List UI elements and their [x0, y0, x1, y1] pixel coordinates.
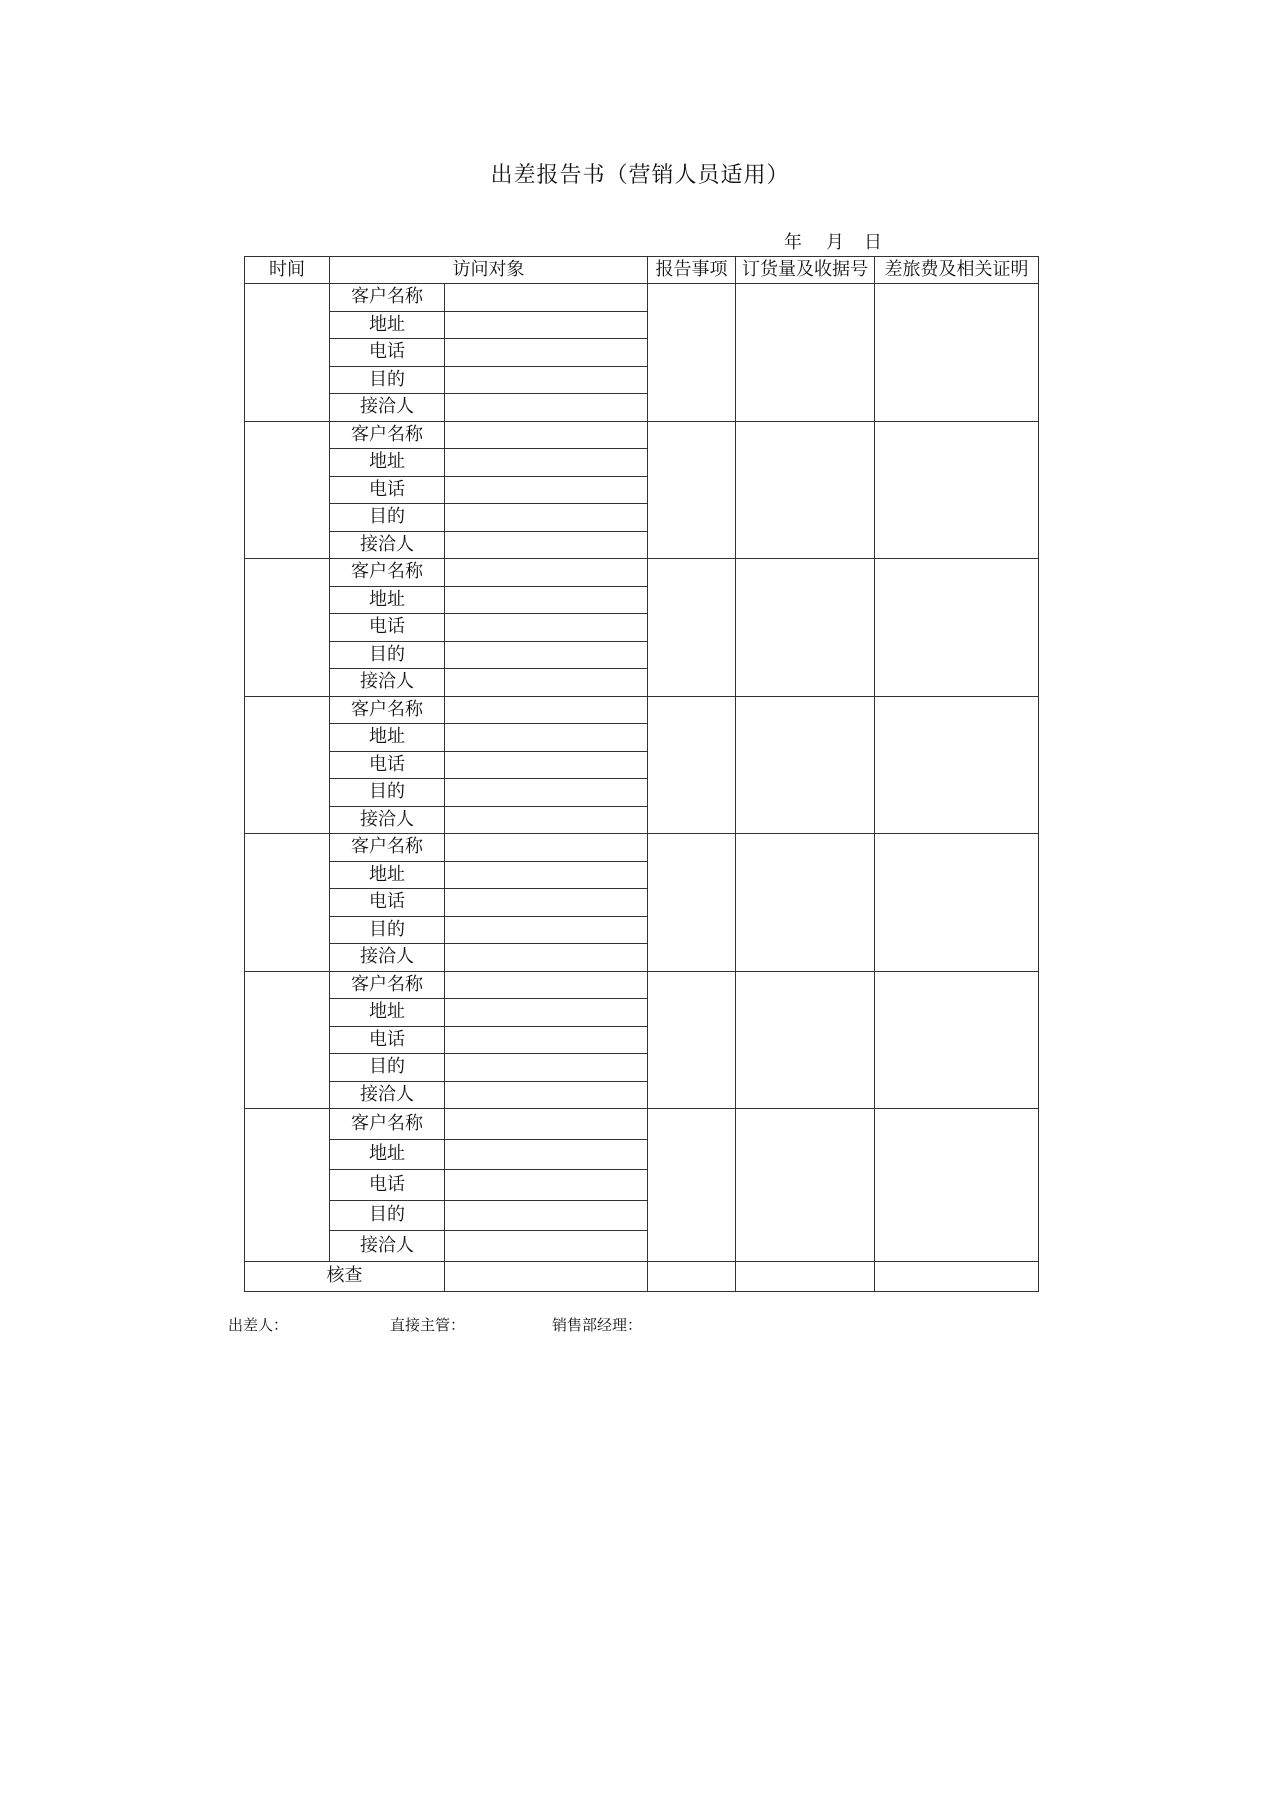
- sales-manager-signature-label: 销售部经理：: [552, 1316, 643, 1334]
- visit-field-value[interactable]: [445, 751, 648, 779]
- visit-field-value[interactable]: [445, 284, 648, 312]
- visit-field-value[interactable]: [445, 421, 648, 449]
- visit-field-label: 电话: [330, 751, 445, 779]
- visit-field-label: 客户名称: [330, 421, 445, 449]
- visit-field-value[interactable]: [445, 1231, 648, 1262]
- visit-field-value[interactable]: [445, 339, 648, 367]
- order-qty-receipt-cell[interactable]: [736, 1109, 875, 1262]
- header-row: [245, 257, 1039, 284]
- report-items-cell[interactable]: [648, 284, 736, 422]
- visit-field-value[interactable]: [445, 1081, 648, 1109]
- table-row: [245, 559, 1039, 587]
- visit-field-label: 地址: [330, 449, 445, 477]
- review-order-qty-cell[interactable]: [736, 1261, 875, 1291]
- visit-field-value[interactable]: [445, 779, 648, 807]
- visit-field-label: 客户名称: [330, 696, 445, 724]
- visit-field-value[interactable]: [445, 1139, 648, 1170]
- visit-field-label: 地址: [330, 586, 445, 614]
- table-row: [245, 696, 1039, 724]
- report-items-cell[interactable]: [648, 834, 736, 972]
- table-row: [245, 834, 1039, 862]
- visit-field-value[interactable]: [445, 614, 648, 642]
- visit-field-value[interactable]: [445, 944, 648, 972]
- header-visit-target: 访问对象: [330, 257, 648, 284]
- travel-expense-cell[interactable]: [875, 1109, 1039, 1262]
- review-report-items-cell[interactable]: [648, 1261, 736, 1291]
- visit-field-label: 接洽人: [330, 531, 445, 559]
- visit-field-label: 目的: [330, 641, 445, 669]
- visit-field-label: 电话: [330, 889, 445, 917]
- visit-field-value[interactable]: [445, 449, 648, 477]
- header-order-qty-receipt: 订货量及收据号: [736, 257, 875, 284]
- visit-field-label: 地址: [330, 861, 445, 889]
- visit-field-label: 电话: [330, 614, 445, 642]
- visit-field-value[interactable]: [445, 1054, 648, 1082]
- visit-field-value[interactable]: [445, 971, 648, 999]
- visit-field-label: 地址: [330, 999, 445, 1027]
- visit-field-value[interactable]: [445, 1026, 648, 1054]
- time-cell[interactable]: [245, 971, 330, 1109]
- review-travel-expense-cell[interactable]: [875, 1261, 1039, 1291]
- header-report-items: 报告事项: [648, 257, 736, 284]
- visit-field-value[interactable]: [445, 504, 648, 532]
- visit-field-label: 接洽人: [330, 1231, 445, 1262]
- order-qty-receipt-cell[interactable]: [736, 559, 875, 697]
- visit-field-label: 地址: [330, 311, 445, 339]
- visit-field-value[interactable]: [445, 806, 648, 834]
- time-cell[interactable]: [245, 1109, 330, 1262]
- report-items-cell[interactable]: [648, 971, 736, 1109]
- report-table: [244, 256, 1039, 1292]
- table-row: [245, 1109, 1039, 1140]
- report-items-cell[interactable]: [648, 421, 736, 559]
- time-cell[interactable]: [245, 284, 330, 422]
- time-cell[interactable]: [245, 559, 330, 697]
- visit-field-label: 地址: [330, 1139, 445, 1170]
- header-travel-expense: 差旅费及相关证明: [875, 257, 1039, 284]
- time-cell[interactable]: [245, 421, 330, 559]
- review-row: [245, 1261, 1039, 1291]
- order-qty-receipt-cell[interactable]: [736, 284, 875, 422]
- visit-field-label: 电话: [330, 339, 445, 367]
- visit-field-label: 目的: [330, 1054, 445, 1082]
- travel-expense-cell[interactable]: [875, 834, 1039, 972]
- visit-field-value[interactable]: [445, 834, 648, 862]
- header-time: 时间: [245, 257, 330, 284]
- review-value-cell[interactable]: [445, 1261, 648, 1291]
- report-items-cell[interactable]: [648, 696, 736, 834]
- visit-field-value[interactable]: [445, 696, 648, 724]
- visit-field-value[interactable]: [445, 916, 648, 944]
- visit-field-label: 目的: [330, 1200, 445, 1231]
- visit-field-label: 客户名称: [330, 559, 445, 587]
- visit-field-value[interactable]: [445, 724, 648, 752]
- supervisor-signature-label: 直接主管：: [390, 1316, 466, 1334]
- visit-field-value[interactable]: [445, 476, 648, 504]
- visit-field-value[interactable]: [445, 311, 648, 339]
- visit-field-value[interactable]: [445, 861, 648, 889]
- visit-field-label: 目的: [330, 779, 445, 807]
- review-label: 核查: [245, 1261, 445, 1291]
- visit-field-label: 接洽人: [330, 944, 445, 972]
- visit-field-label: 电话: [330, 1170, 445, 1201]
- page-title: 出差报告书（营销人员适用）: [490, 163, 790, 188]
- report-items-cell[interactable]: [648, 1109, 736, 1262]
- order-qty-receipt-cell[interactable]: [736, 834, 875, 972]
- visit-field-value[interactable]: [445, 366, 648, 394]
- table-row: [245, 284, 1039, 312]
- report-items-cell[interactable]: [648, 559, 736, 697]
- order-qty-receipt-cell[interactable]: [736, 696, 875, 834]
- travel-expense-cell[interactable]: [875, 696, 1039, 834]
- travel-expense-cell[interactable]: [875, 559, 1039, 697]
- visit-field-value[interactable]: [445, 1109, 648, 1140]
- visit-field-value[interactable]: [445, 559, 648, 587]
- visit-field-label: 客户名称: [330, 834, 445, 862]
- visit-field-label: 地址: [330, 724, 445, 752]
- visit-field-label: 接洽人: [330, 1081, 445, 1109]
- report-body: [245, 284, 1039, 1292]
- visit-field-label: 接洽人: [330, 669, 445, 697]
- date-month-label: 月: [826, 232, 844, 253]
- time-cell[interactable]: [245, 834, 330, 972]
- travel-expense-cell[interactable]: [875, 284, 1039, 422]
- visit-field-label: 客户名称: [330, 284, 445, 312]
- visit-field-label: 客户名称: [330, 1109, 445, 1140]
- visit-field-value[interactable]: [445, 1170, 648, 1201]
- visit-field-value[interactable]: [445, 641, 648, 669]
- travel-expense-cell[interactable]: [875, 971, 1039, 1109]
- time-cell[interactable]: [245, 696, 330, 834]
- visit-field-label: 目的: [330, 916, 445, 944]
- order-qty-receipt-cell[interactable]: [736, 971, 875, 1109]
- visit-field-label: 目的: [330, 366, 445, 394]
- traveler-signature-label: 出差人：: [228, 1316, 289, 1334]
- visit-field-label: 目的: [330, 504, 445, 532]
- visit-field-label: 电话: [330, 476, 445, 504]
- visit-field-value[interactable]: [445, 889, 648, 917]
- visit-field-label: 接洽人: [330, 394, 445, 422]
- visit-field-value[interactable]: [445, 999, 648, 1027]
- visit-field-value[interactable]: [445, 669, 648, 697]
- order-qty-receipt-cell[interactable]: [736, 421, 875, 559]
- date-day-label: 日: [864, 232, 882, 253]
- visit-field-label: 电话: [330, 1026, 445, 1054]
- visit-field-value[interactable]: [445, 531, 648, 559]
- date-year-label: 年: [784, 232, 802, 253]
- visit-field-value[interactable]: [445, 1200, 648, 1231]
- visit-field-label: 客户名称: [330, 971, 445, 999]
- visit-field-value[interactable]: [445, 394, 648, 422]
- visit-field-label: 接洽人: [330, 806, 445, 834]
- visit-field-value[interactable]: [445, 586, 648, 614]
- table-row: [245, 421, 1039, 449]
- table-row: [245, 971, 1039, 999]
- travel-expense-cell[interactable]: [875, 421, 1039, 559]
